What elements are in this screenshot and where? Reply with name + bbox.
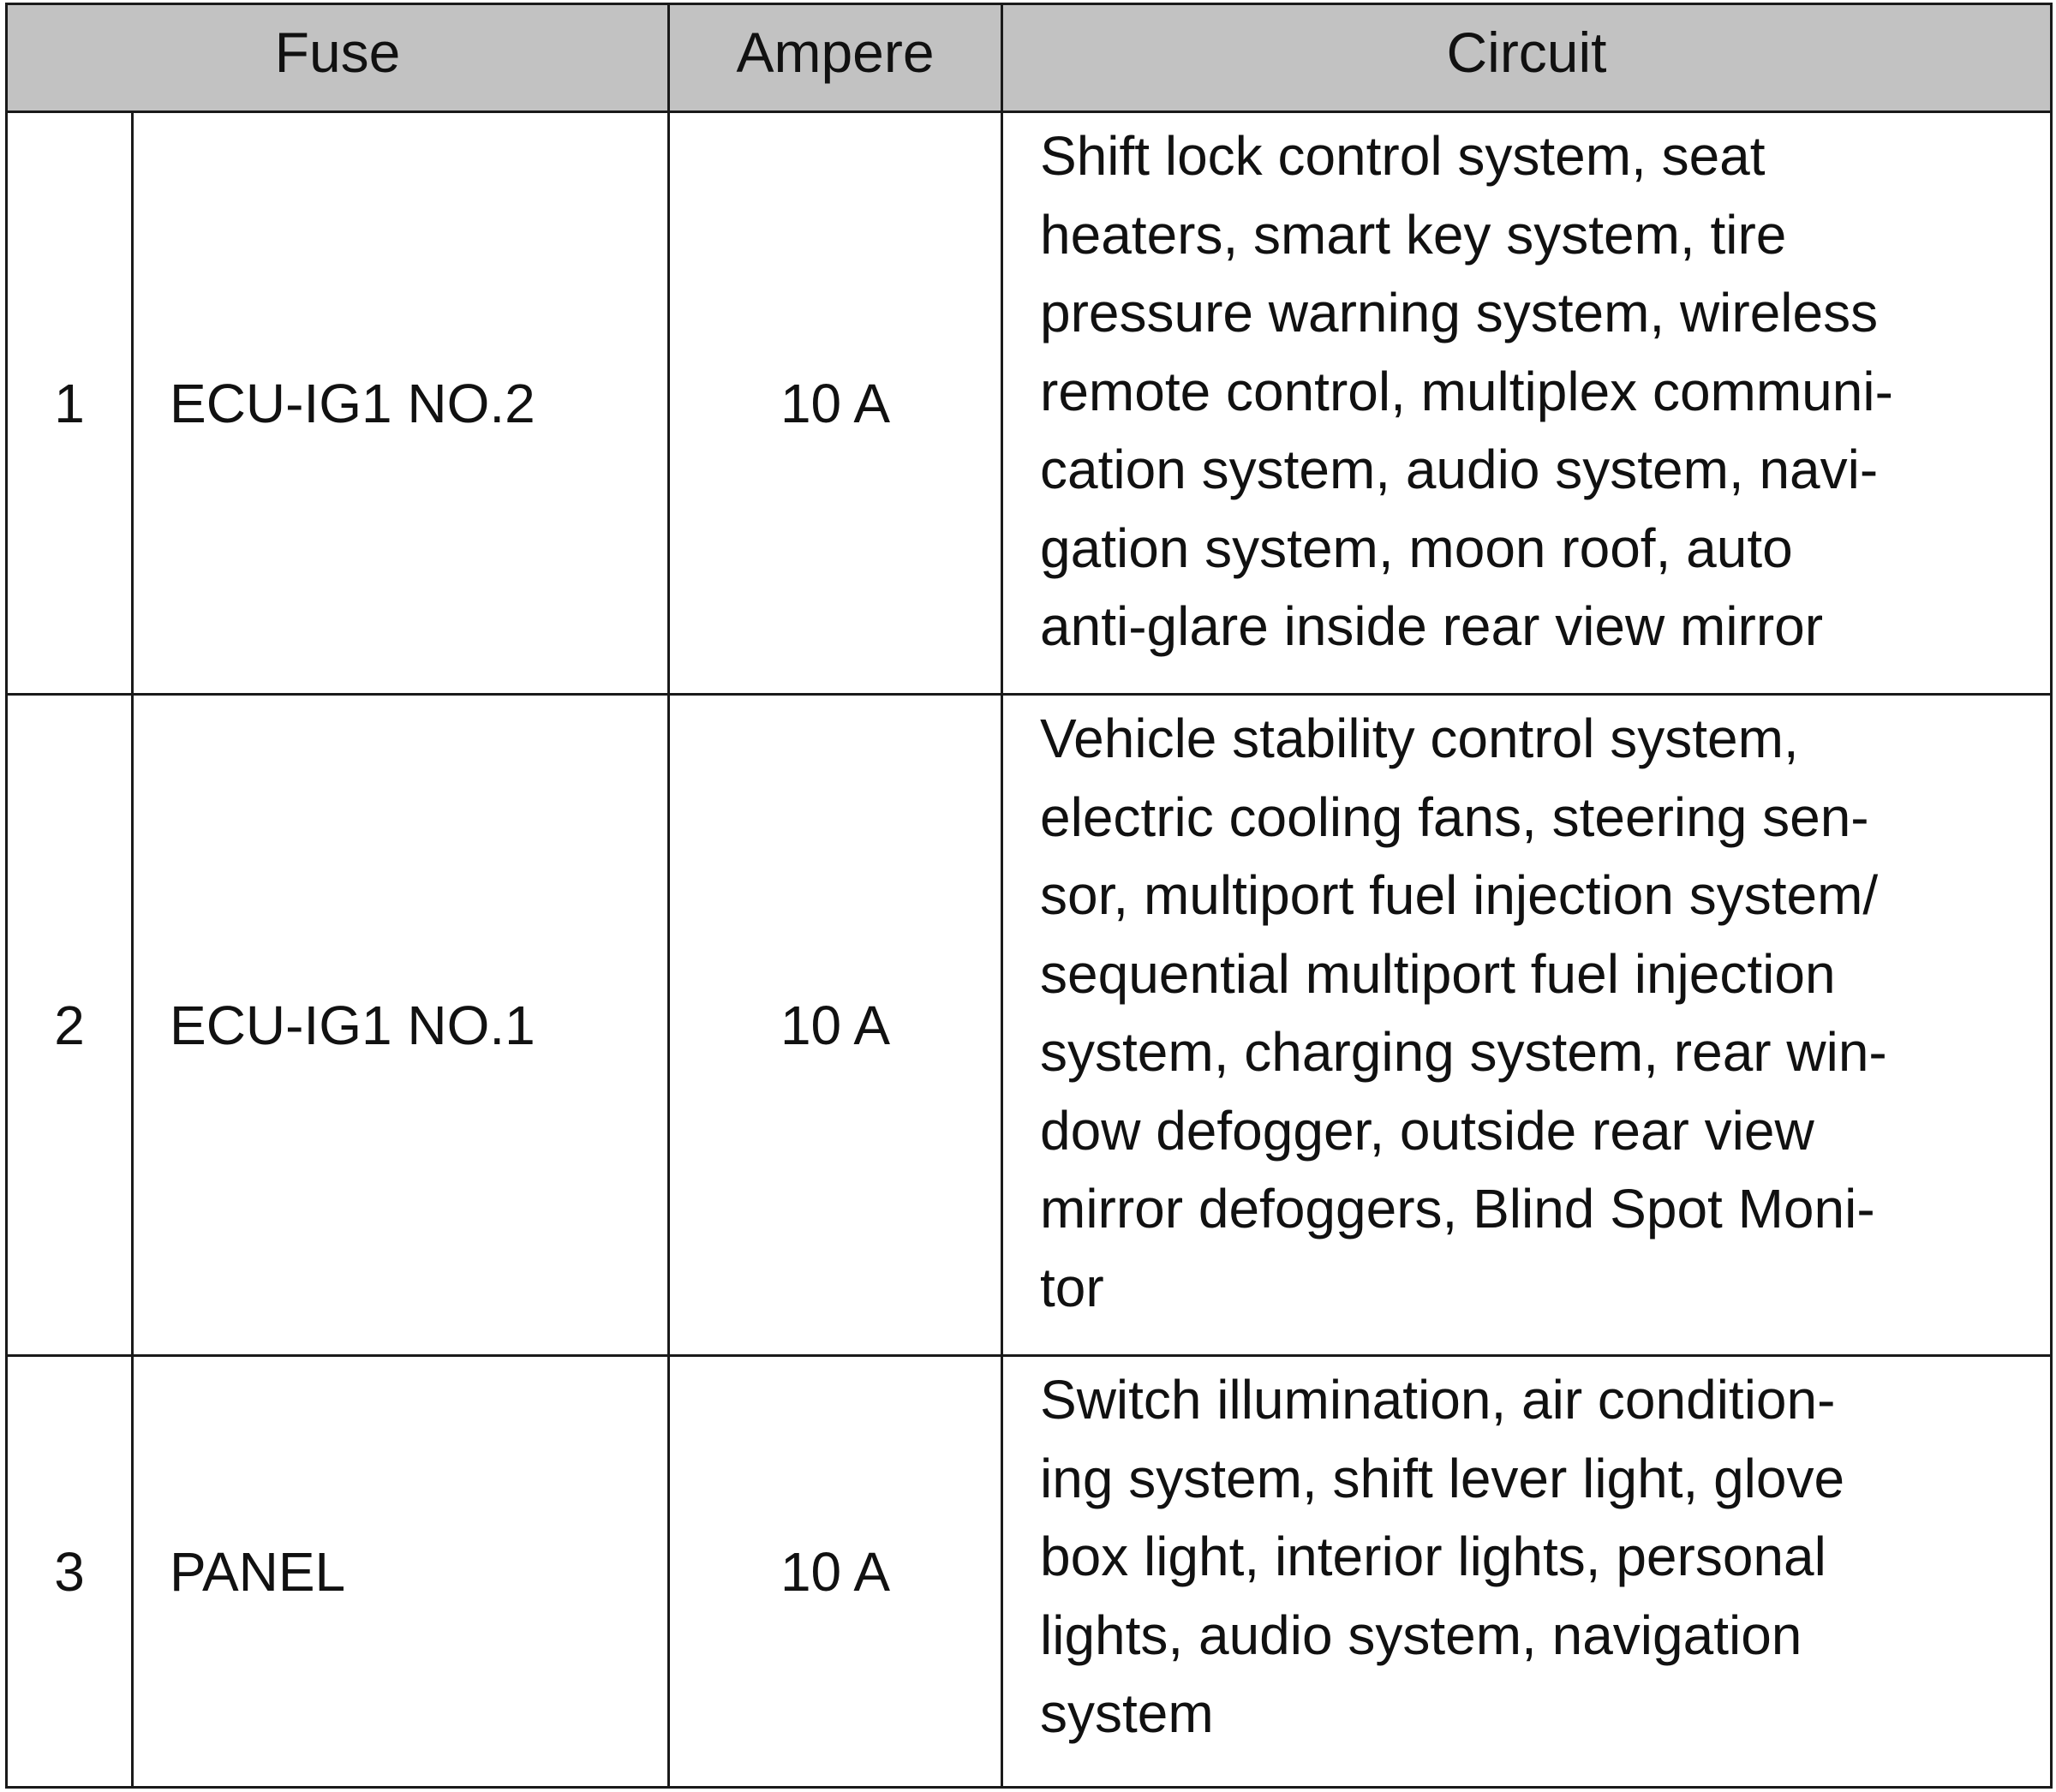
circuit-line: Shift lock control system, seat <box>1040 125 1766 187</box>
header-circuit: Circuit <box>1002 4 2052 112</box>
fuse-name: ECU-IG1 NO.2 <box>133 112 669 695</box>
fuse-name: PANEL <box>133 1356 669 1788</box>
fuse-circuit <box>1002 112 2052 695</box>
circuit-line: heaters, smart key system, tire <box>1040 203 1787 266</box>
circuit-line: sor, multiport fuel injection system/ <box>1040 864 1879 926</box>
circuit-line: Switch illumination, air condition- <box>1040 1369 1836 1431</box>
table-row <box>7 1356 2052 1788</box>
circuit-line: system <box>1040 1682 1214 1744</box>
fuse-number: 2 <box>7 695 133 1356</box>
circuit-line: remote control, multiplex communi- <box>1040 360 1893 422</box>
circuit-line: ing system, shift lever light, glove <box>1040 1447 1845 1509</box>
header-ampere: Ampere <box>669 4 1002 112</box>
fuse-number: 3 <box>7 1356 133 1788</box>
header-fuse: Fuse <box>7 4 669 112</box>
table-row <box>7 112 2052 695</box>
fuse-circuit <box>1002 1356 2052 1788</box>
circuit-line: dow defogger, outside rear view <box>1040 1099 1814 1162</box>
circuit-line: lights, audio system, navigation <box>1040 1604 1802 1666</box>
circuit-line: box light, interior lights, personal <box>1040 1526 1826 1587</box>
fuse-name: ECU-IG1 NO.1 <box>133 695 669 1356</box>
circuit-line: anti-glare inside rear view mirror <box>1040 595 1824 657</box>
circuit-line: sequential multiport fuel injection <box>1040 942 1836 1005</box>
header-row <box>7 4 2052 112</box>
fuse-ampere: 10 A <box>669 1356 1002 1788</box>
circuit-line: pressure warning system, wireless <box>1040 282 1879 343</box>
circuit-line: mirror defoggers, Blind Spot Moni- <box>1040 1178 1875 1239</box>
table-row <box>7 695 2052 1356</box>
fuse-table <box>5 3 2053 1789</box>
circuit-line: gation system, moon roof, auto <box>1040 517 1793 579</box>
fuse-ampere: 10 A <box>669 695 1002 1356</box>
circuit-line: electric cooling fans, steering sen- <box>1040 785 1869 848</box>
circuit-line: tor <box>1040 1256 1104 1318</box>
circuit-line: cation system, audio system, navi- <box>1040 439 1879 500</box>
fuse-number: 1 <box>7 112 133 695</box>
circuit-line: system, charging system, rear win- <box>1040 1021 1887 1083</box>
circuit-line: Vehicle stability control system, <box>1040 708 1799 769</box>
fuse-circuit <box>1002 695 2052 1356</box>
fuse-ampere: 10 A <box>669 112 1002 695</box>
